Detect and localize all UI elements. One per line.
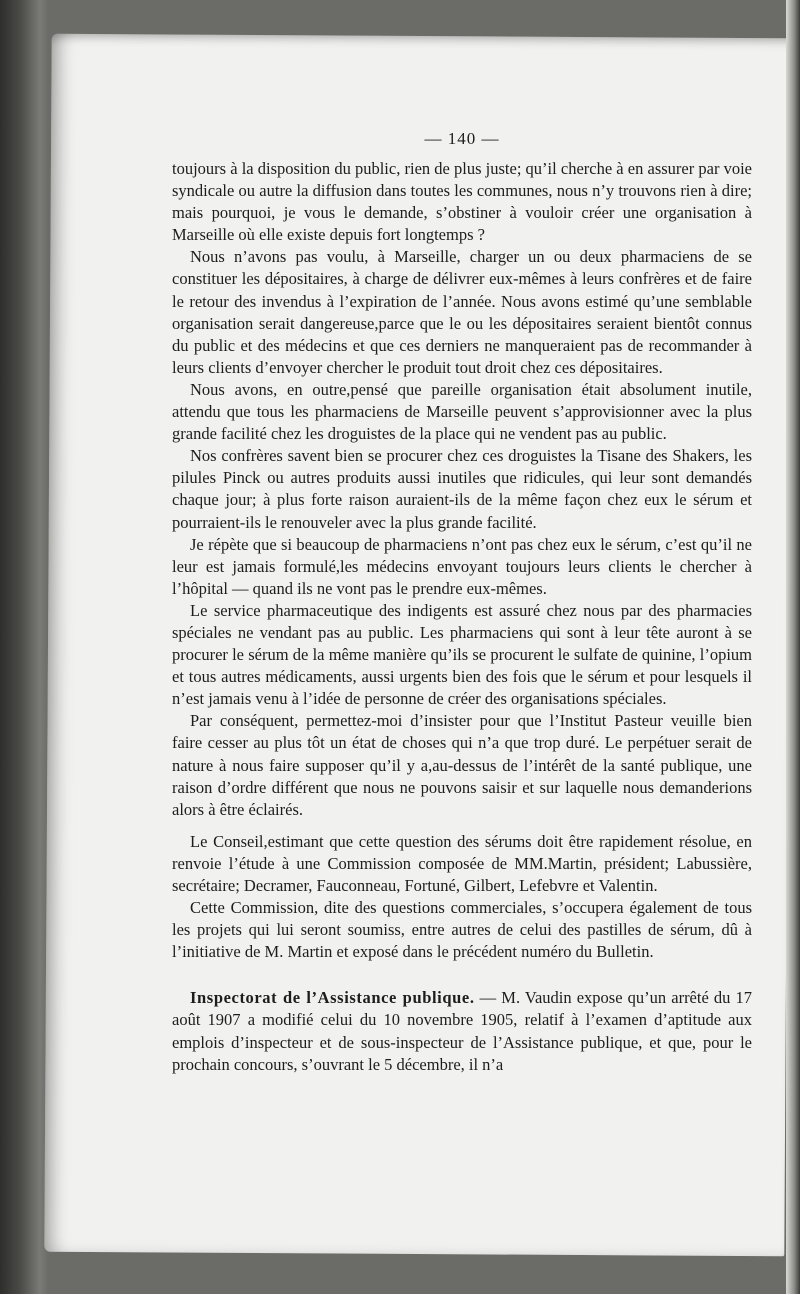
paragraph-3: Nous avons, en outre,pensé que pareille organisation était absolument inutile, attendu que tous les pharmaciens de Marseille peuvent s’approvisionner avec la plus grande facilité chez les droguistes de la place qui ne vendent pas au public. xyxy=(172,379,752,444)
paragraph-4: Nos confrères savent bien se procurer chez ces droguistes la Tisane des Shakers, les pilules Pinck ou autres produits aussi inutiles que ridicules, qui leur sont demandés chaque jour; à plus forte raison auraient-ils de la même façon chez eux le sérum et pourraient-ils le renouveler avec la plus grande facilité. xyxy=(172,446,752,532)
section-paragraph xyxy=(172,987,752,1075)
page-edge xyxy=(786,0,800,1294)
section-heading: Inspectorat de l’Assistance publique. xyxy=(190,988,475,1008)
section-text: — M. Vaudin expose qu’un arrêté du 17 août 1907 a modifié celui du 10 novembre 1905, relatif à l’examen d’aptitude aux emplois d’inspecteur et de sous-inspecteur de l’Assistance publique, et que, pour le prochain concours, s’ouvrant le 5 décembre, il n’a xyxy=(172,988,752,1074)
paragraph-1: toujours à la disposition du public, rien de plus juste; qu’il cherche à en assurer par voie syndicale ou autre la diffusion dans toutes les communes, nous n’y trouvons rien à dire; mais pourquoi, je vous le demande, s’obstiner à vouloir créer une organisation à Marseille où elle existe depuis fort longtemps ? xyxy=(172,159,752,245)
paragraph-6: Le service pharmaceutique des indigents est assuré chez nous par des pharmacies spéciales ne vendant pas au public. Les pharmaciens qui sont à leur tête auront à se procurer le sérum de la même manière qu’ils se procurent le sulfate de quinine, l’opium et tous autres médicaments, aussi urgents bien des fois que le sérum et pour lesquels il n’est jamais venu à l’idée de personne de créer des organisations spéciales. xyxy=(172,600,752,709)
paragraph-7: Par conséquent, permettez-moi d’insister pour que l’Institut Pasteur veuille bien faire cesser au plus tôt un état de choses qui n’a que trop duré. Le perpétuer serait de nature à nous faire supposer qu’il y a,au-dessus de l’intérêt de la santé publique, une raison d’ordre différent que nous ne pouvons saisir et sur laquelle nous demanderions alors à être éclairés. xyxy=(172,711,752,819)
paragraph-9: Cette Commission, dite des questions commerciales, s’occupera également de tous les projets qui lui seront soumiss, entre autres de celui des pastilles de sérum, dû à l’initiative de M. Martin et exposé dans le précédent numéro du Bulletin. xyxy=(172,898,752,962)
page-number: — 140 — xyxy=(424,129,500,148)
paragraph-2: Nous n’avons pas voulu, à Marseille, charger un ou deux pharmaciens de se constituer les dépositaires, à charge de délivrer eux-mêmes à leurs confrères et de faire le retour des invendus à l’expiration de l’année. Nous avons estimé qu’une semblable organisation serait dangereuse,parce que le ou les dépositaires seraient bientôt connus du public et des médecins et que ces derniers ne manqueraient pas de recommander à leurs clients d’envoyer chercher le produit tout droit chez ces dépositaires. xyxy=(172,247,752,377)
paragraph-5: Je répète que si beaucoup de pharmaciens n’ont pas chez eux le sérum, c’est qu’il ne leur est jamais formulé,les médecins envoyant toujours leurs clients le chercher à l’hôpital — quand ils ne vont pas le prendre eux-mêmes. xyxy=(172,534,752,598)
paragraph-8: Le Conseil,estimant que cette question des sérums doit être rapidement résolue, en renvoie l’étude à une Commission composée de MM.Martin, président; Labussière, secrétaire; Decramer, Fauconneau, Fortuné, Gilbert, Lefebvre et Valentin. xyxy=(172,831,752,895)
body-text xyxy=(172,158,752,1076)
